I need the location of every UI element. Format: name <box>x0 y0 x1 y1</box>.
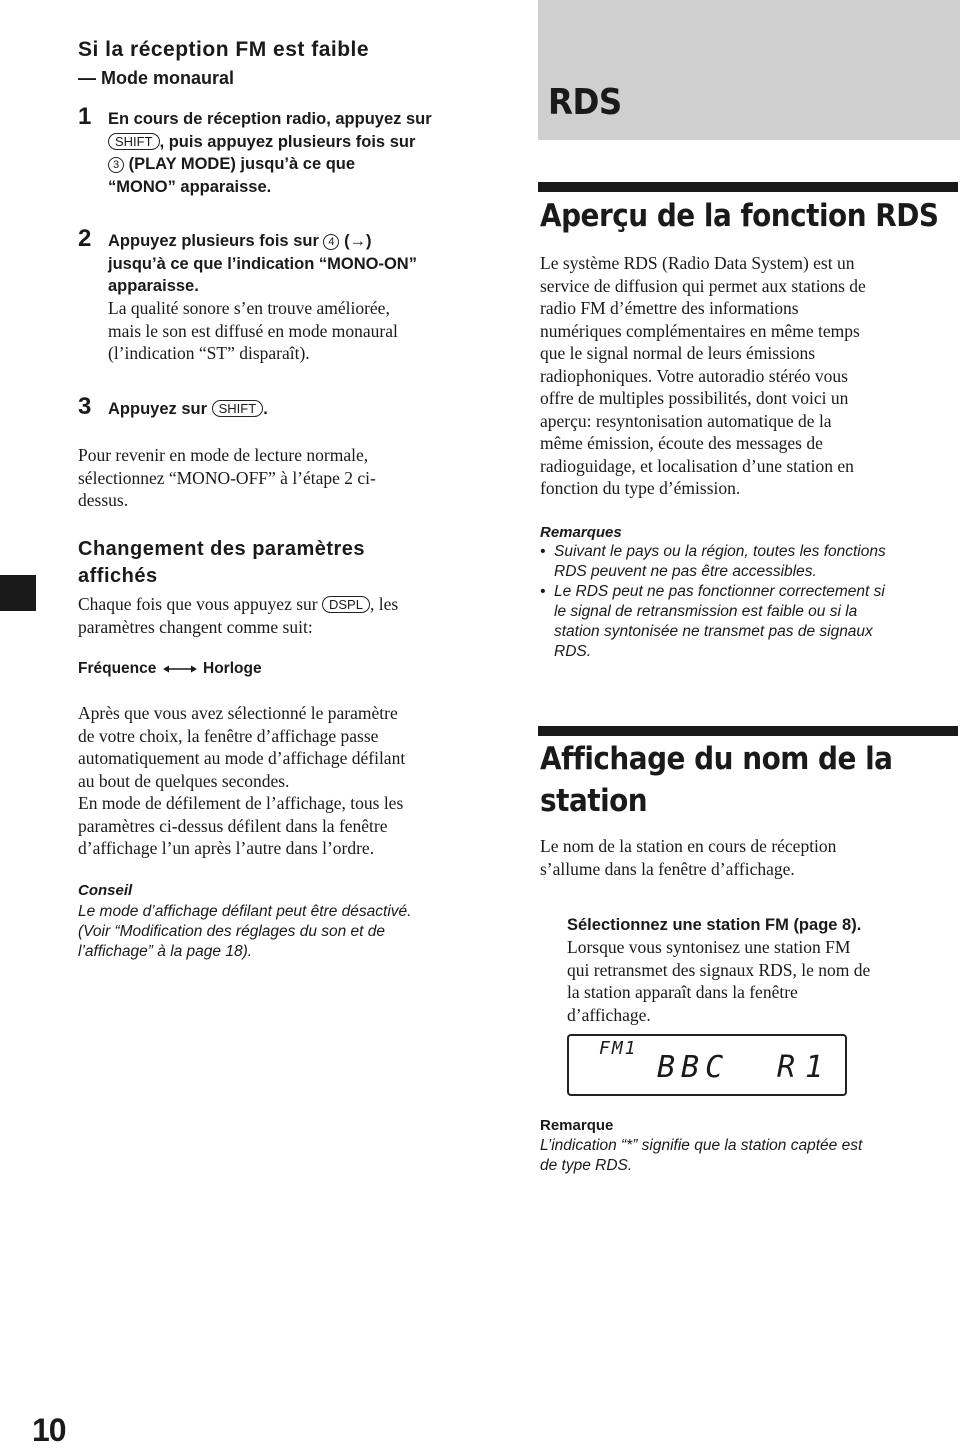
section-title-display-items: Changement des paramètres affichés <box>78 538 366 587</box>
remarks-list <box>540 542 960 662</box>
step-3-number: 3 <box>78 393 92 420</box>
section-rule <box>538 726 958 736</box>
section-tab-marker <box>0 575 36 611</box>
lcd-station-name: BBC <box>657 1050 730 1085</box>
step-1-text: En cours de réception radio, appuyez sur SHIFT , puis appuyez plusieurs fois sur 3 (PLAY MODE) jusqu’à ce que “MONO” apparaisse. <box>108 110 432 196</box>
station-name-body: Le nom de la station en cours de réception s’allume dans la fenêtre d’affichage. <box>540 836 837 879</box>
step-2-description: La qualité sonore s’en trouve améliorée, mais le son est diffusé en mode monaural (l’indication “ST” disparaît). <box>108 298 398 363</box>
display-cycle: Fréquence Horloge <box>78 660 262 677</box>
section-title-station-name: Affichage du nom de la station <box>540 741 893 819</box>
step-2-text: Appuyez plusieurs fois sur 4 (→) jusqu’à ce que l’indication “MONO-ON” apparaisse. <box>108 232 417 295</box>
tip-label: Conseil <box>78 882 133 899</box>
select-station-step: Sélectionnez une station FM (page 8). <box>567 916 862 934</box>
list-item: • Le RDS peut ne pas fonctionner correctement si le signal de retransmission est faible ou si la station syntonisée ne transmet pas de signaux RDS. <box>540 583 885 660</box>
rds-overview-body: Le système RDS (Radio Data System) est un service de diffusion qui permet aux stations de radio FM d’émettre des informations numériques complémentaires en même temps que le signal normal de leurs émissions radiophoniques. Votre autoradio stéréo vous offre de multiples possibilités, dont voici un aperçu: resyntonisation automatique de la même émission, écoute des messages de radioguidage, et localisation d’une station en fonction du type d’émission. <box>540 253 866 498</box>
rds-header-title: RDS <box>548 82 622 123</box>
display-intro: Chaque fois que vous appuyez sur DSPL , les paramètres changent comme suit: <box>78 594 399 637</box>
lcd-preset: R1 <box>777 1050 834 1085</box>
dspl-key-icon: DSPL <box>322 596 370 613</box>
key-4-icon: 4 <box>323 234 339 250</box>
seek-arrow-icon: (→) <box>344 232 372 250</box>
page-number: 10 <box>32 1412 66 1448</box>
step-2-number: 2 <box>78 225 92 252</box>
key-3-icon: 3 <box>108 157 124 173</box>
remark-label: Remarque <box>540 1117 614 1134</box>
remark-text: L’indication “*” signifie que la station captée est de type RDS. <box>540 1137 863 1174</box>
step-1-number: 1 <box>78 103 92 130</box>
display-body: Après que vous avez sélectionné le paramètre de votre choix, la fenêtre d’affichage passe automatiquement au mode d’affichage défilant au bout de quelques secondes. En mode de défilement de l’affichage, tous les paramètres ci-dessus défilent dans la fenêtre d’affichage l’un après l’autre dans l’ordre. <box>78 703 406 858</box>
shift-key-icon: SHIFT <box>108 133 160 150</box>
section-rule <box>538 182 958 192</box>
step-3-text: Appuyez sur SHIFT . <box>108 400 268 418</box>
list-item: • Suivant le pays ou la région, toutes les fonctions RDS peuvent ne pas être accessibles. <box>540 543 886 580</box>
tip-text: Le mode d’affichage défilant peut être désactivé. (Voir “Modification des réglages du son et de l’affichage” à la page 18). <box>78 903 412 960</box>
lcd-band: FM1 <box>599 1038 638 1059</box>
lcd-display-window <box>567 1034 847 1096</box>
double-arrow-icon <box>163 664 197 674</box>
select-station-desc: Lorsque vous syntonisez une station FM qui retransmet des signaux RDS, le nom de la station apparaît dans la fenêtre d’affichage. <box>567 937 871 1025</box>
return-note: Pour revenir en mode de lecture normale, sélectionnez “MONO-OFF” à l’étape 2 ci- dessus. <box>78 445 376 510</box>
section-subtitle-mono: — Mode monaural <box>78 68 235 88</box>
section-title-rds-overview: Aperçu de la fonction RDS <box>540 198 939 234</box>
shift-key-icon: SHIFT <box>212 400 264 417</box>
section-title-fm-weak: Si la réception FM est faible <box>78 38 370 61</box>
remarks-label: Remarques <box>540 524 622 541</box>
